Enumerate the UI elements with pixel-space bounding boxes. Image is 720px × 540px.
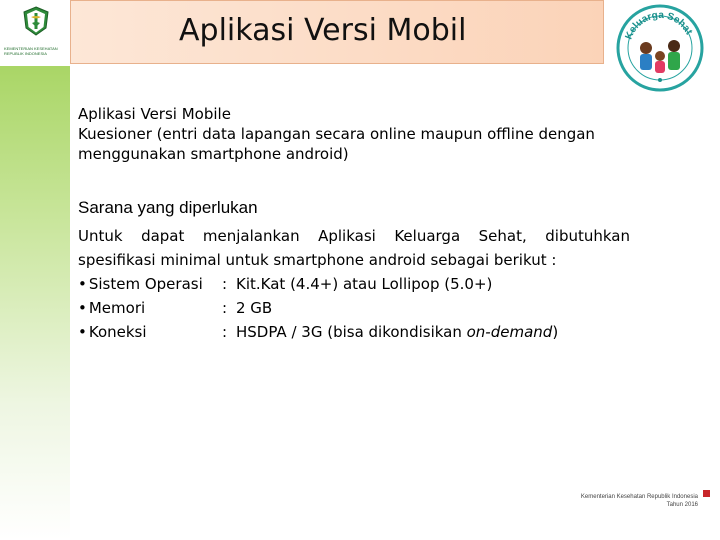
requirements-body: [78, 224, 630, 344]
intro-heading: Aplikasi Versi Mobile: [78, 105, 231, 123]
footer-mark-icon: [703, 490, 710, 497]
intro-line-1: Kuesioner (entri data lapangan secara online maupun offline dengan: [78, 125, 595, 143]
ministry-emblem-icon: [22, 6, 50, 36]
ministry-logo-area: [0, 0, 70, 66]
spec-row-connection: [78, 320, 630, 344]
spec-label: • Koneksi: [78, 323, 147, 341]
intro-line-2: menggunakan smartphone android): [78, 145, 349, 163]
spec-value: Kit.Kat (4.4+) atau Lollipop (5.0+): [236, 275, 493, 293]
spec-value: HSDPA / 3G (bisa dikondisikan on-demand): [236, 323, 559, 341]
footer-year: Tahun 2016: [666, 502, 698, 508]
keluarga-sehat-logo-icon: [616, 4, 704, 92]
left-green-band: [0, 0, 70, 540]
title-banner: [70, 0, 604, 64]
footer: [581, 493, 698, 509]
spec-label: • Sistem Operasi: [78, 275, 203, 293]
ministry-logo-text: KEMENTERIAN KESEHATAN REPUBLIK INDONESIA: [4, 46, 58, 56]
spec-colon: :: [222, 275, 228, 293]
footer-ministry: Kementerian Kesehatan Republik Indonesia: [580, 494, 698, 500]
spec-row-memory: [78, 296, 630, 320]
program-logo-text: Keluarga Sehat: [623, 9, 695, 42]
spec-row-os: [78, 272, 630, 296]
spec-value: 2 GB: [236, 299, 273, 317]
requirements-title: Sarana yang diperlukan: [78, 198, 258, 217]
intro-section: [78, 104, 638, 164]
requirements-line-1: Untuk dapat menjalankan Aplikasi Keluarga Sehat, dibutuhkan: [78, 227, 630, 245]
page-title: Aplikasi Versi Mobil: [179, 13, 467, 48]
spec-colon: :: [222, 299, 228, 317]
spec-colon: :: [222, 323, 228, 341]
requirements-line-2: spesifikasi minimal untuk smartphone android sebagai berikut :: [78, 251, 557, 269]
spec-label: • Memori: [78, 299, 146, 317]
